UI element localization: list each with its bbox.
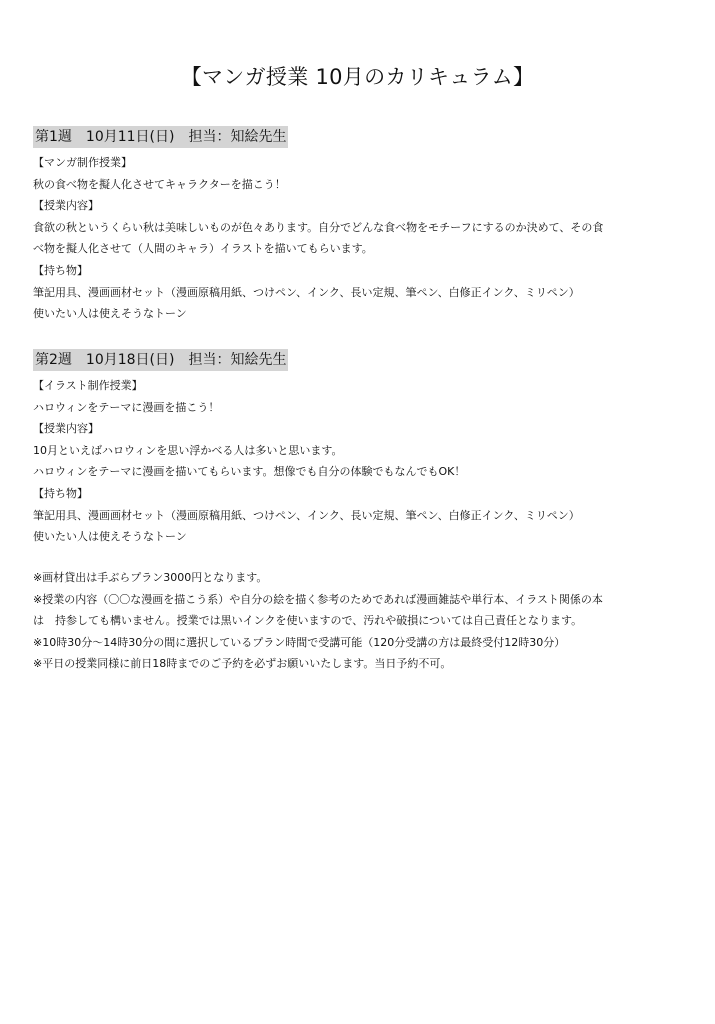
week-2-section [33, 349, 683, 548]
week-1-items-optional: 使いたい人は使えそうなトーン [33, 307, 187, 321]
week-2-content-line-1: 10月といえばハロウィンを思い浮かべる人は多いと思います。 [33, 443, 343, 457]
week-2-items-list: 筆記用具、漫画画材セット（漫画原稿用紙、つけペン、インク、長い定規、筆ペン、白修正インク、ミリペン） [33, 508, 580, 522]
week-2-class-type: 【イラスト制作授業】 [33, 379, 143, 392]
note-reservation: ※平日の授業同様に前日18時までのご予約を必ずお願いいたします。当日予約不可。 [33, 657, 452, 671]
week-2-content-line-2: ハロウィンをテーマに漫画を描いてもらいます。想像でも自分の体験でもなんでもOK！ [33, 465, 466, 479]
week-1-class-type: 【マンガ制作授業】 [33, 156, 132, 169]
week-1-content-line-1: 食欲の秋というくらい秋は美味しいものが色々あります。自分でどんな食べ物をモチーフにするのか決めて、その食 [33, 220, 604, 234]
note-hours: ※10時30分〜14時30分の間に選択しているプラン時間で受講可能（120分受講の方は最終受付12時30分） [33, 635, 566, 649]
week-1-items-list: 筆記用具、漫画画材セット（漫画原稿用紙、つけペン、インク、長い定規、筆ペン、白修正インク、ミリペン） [33, 285, 580, 299]
note-rental: ※画材貸出は手ぶらプラン3000円となります。 [33, 571, 268, 584]
week-1-theme: 秋の食べ物を擬人化させてキャラクターを描こう！ [33, 177, 286, 191]
week-1-content-line-2: べ物を擬人化させて（人間のキャラ）イラストを描いてもらいます。 [33, 242, 373, 256]
week-2-heading: 第2週 10月18日(日) 担当：知絵先生 [33, 349, 288, 371]
week-1-section [33, 126, 683, 325]
week-2-items-label: 【持ち物】 [33, 486, 88, 500]
week-2-items-optional: 使いたい人は使えそうなトーン [33, 530, 187, 544]
week-1-content-label: 【授業内容】 [33, 199, 99, 213]
note-materials-line-1: ※授業の内容（〇〇な漫画を描こう系）や自分の絵を描く参考のためであれば漫画雑誌や単行本、イラスト関係の本 [33, 592, 603, 606]
document-title: 【マンガ授業 10月のカリキュラム】 [180, 65, 535, 89]
note-materials-line-2: は 持参しても構いません。授業では黒いインクを使いますので、汚れや破損については自己責任となります。 [33, 614, 583, 628]
week-1-heading: 第1週 10月11日(日) 担当：知絵先生 [33, 126, 288, 148]
week-2-theme: ハロウィンをテーマに漫画を描こう！ [33, 400, 220, 414]
week-2-content-label: 【授業内容】 [33, 422, 99, 436]
week-1-items-label: 【持ち物】 [33, 263, 88, 277]
notes-section [33, 567, 683, 675]
